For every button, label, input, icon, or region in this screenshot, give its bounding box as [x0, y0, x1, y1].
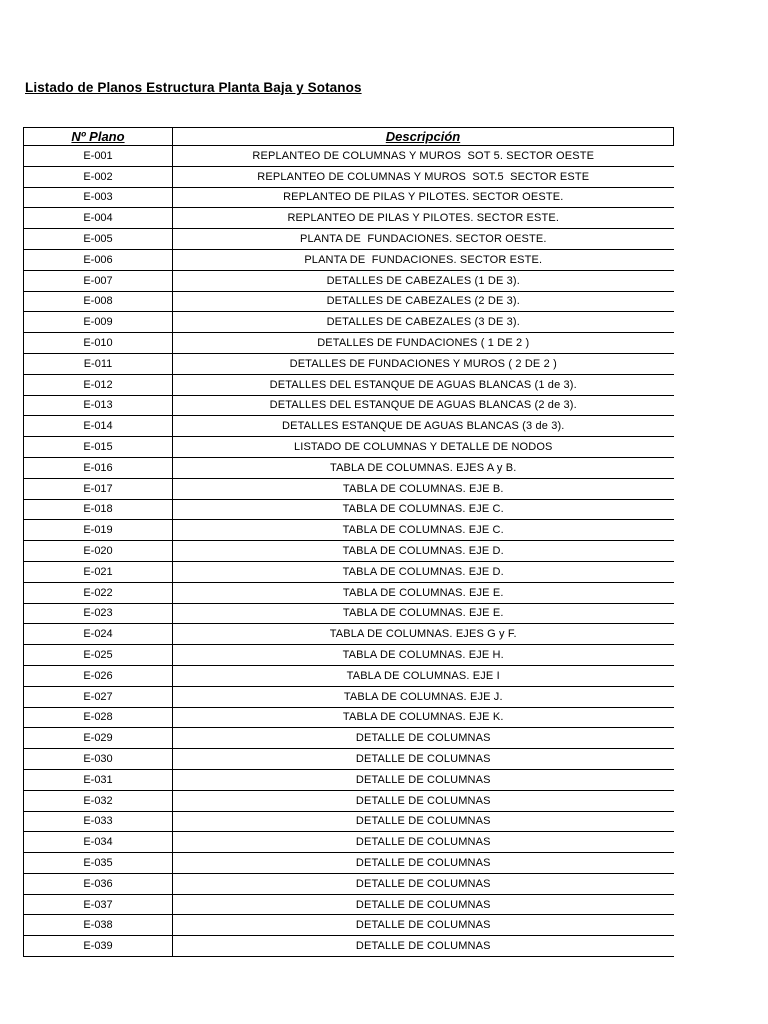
plan-description-cell: DETALLE DE COLUMNAS — [173, 915, 674, 936]
plan-description-cell: TABLA DE COLUMNAS. EJE J. — [173, 686, 674, 707]
table-row — [24, 249, 674, 270]
table-row — [24, 811, 674, 832]
plan-description-cell: DETALLES DE CABEZALES (2 DE 3). — [173, 291, 674, 312]
plan-number-cell: E-026 — [24, 665, 173, 686]
plan-number-cell: E-038 — [24, 915, 173, 936]
plan-description-cell: LISTADO DE COLUMNAS Y DETALLE DE NODOS — [173, 437, 674, 458]
plan-number-cell: E-012 — [24, 374, 173, 395]
plan-description-cell: DETALLES DEL ESTANQUE DE AGUAS BLANCAS (1 de 3). — [173, 374, 674, 395]
plan-number-cell: E-025 — [24, 645, 173, 666]
plan-description-cell: DETALLE DE COLUMNAS — [173, 811, 674, 832]
plan-number-cell: E-011 — [24, 353, 173, 374]
plan-description-cell: TABLA DE COLUMNAS. EJE B. — [173, 478, 674, 499]
plan-number-cell: E-004 — [24, 208, 173, 229]
plan-description-cell: REPLANTEO DE COLUMNAS Y MUROS SOT.5 SECTOR ESTE — [173, 166, 674, 187]
plan-description-cell: TABLA DE COLUMNAS. EJE E. — [173, 582, 674, 603]
plan-number-cell: E-030 — [24, 749, 173, 770]
plan-description-cell: PLANTA DE FUNDACIONES. SECTOR ESTE. — [173, 249, 674, 270]
plan-number-cell: E-013 — [24, 395, 173, 416]
table-row — [24, 749, 674, 770]
plan-description-cell: DETALLE DE COLUMNAS — [173, 769, 674, 790]
header-description: Descripción — [173, 128, 674, 146]
table-row — [24, 707, 674, 728]
plan-number-cell: E-018 — [24, 499, 173, 520]
table-row — [24, 291, 674, 312]
header-row — [24, 128, 674, 146]
table-row — [24, 561, 674, 582]
table-row — [24, 416, 674, 437]
table-row — [24, 229, 674, 250]
table-header — [24, 128, 674, 146]
plan-description-cell: REPLANTEO DE PILAS Y PILOTES. SECTOR ESTE. — [173, 208, 674, 229]
plan-description-cell: DETALLES DE CABEZALES (1 DE 3). — [173, 270, 674, 291]
plan-number-cell: E-017 — [24, 478, 173, 499]
table-row — [24, 769, 674, 790]
table-row — [24, 270, 674, 291]
table-row — [24, 541, 674, 562]
plan-description-cell: DETALLE DE COLUMNAS — [173, 832, 674, 853]
plan-number-cell: E-032 — [24, 790, 173, 811]
document-title: Listado de Planos Estructura Planta Baja y Sotanos — [25, 80, 362, 95]
table-row — [24, 645, 674, 666]
plan-description-cell: DETALLE DE COLUMNAS — [173, 790, 674, 811]
table-row — [24, 603, 674, 624]
table-row — [24, 457, 674, 478]
plan-number-cell: E-035 — [24, 853, 173, 874]
table-row — [24, 832, 674, 853]
plan-number-cell: E-027 — [24, 686, 173, 707]
plan-description-cell: TABLA DE COLUMNAS. EJE C. — [173, 520, 674, 541]
table-row — [24, 853, 674, 874]
plan-description-cell: REPLANTEO DE COLUMNAS Y MUROS SOT 5. SECTOR OESTE — [173, 146, 674, 167]
plan-description-cell: TABLA DE COLUMNAS. EJE K. — [173, 707, 674, 728]
plan-description-cell: TABLA DE COLUMNAS. EJE H. — [173, 645, 674, 666]
table-row — [24, 728, 674, 749]
header-plan-number: Nº Plano — [24, 128, 173, 146]
plan-description-cell: PLANTA DE FUNDACIONES. SECTOR OESTE. — [173, 229, 674, 250]
plan-description-cell: DETALLE DE COLUMNAS — [173, 894, 674, 915]
plan-number-cell: E-033 — [24, 811, 173, 832]
plan-number-cell: E-019 — [24, 520, 173, 541]
plan-number-cell: E-001 — [24, 146, 173, 167]
plan-description-cell: TABLA DE COLUMNAS. EJE E. — [173, 603, 674, 624]
table-row — [24, 478, 674, 499]
plan-number-cell: E-014 — [24, 416, 173, 437]
table-row — [24, 686, 674, 707]
table-row — [24, 665, 674, 686]
plan-description-cell: DETALLES DEL ESTANQUE DE AGUAS BLANCAS (2 de 3). — [173, 395, 674, 416]
plan-description-cell: DETALLE DE COLUMNAS — [173, 728, 674, 749]
plan-number-cell: E-031 — [24, 769, 173, 790]
table-row — [24, 624, 674, 645]
plan-description-cell: TABLA DE COLUMNAS. EJE C. — [173, 499, 674, 520]
table-row — [24, 333, 674, 354]
table-row — [24, 208, 674, 229]
table-row — [24, 353, 674, 374]
table-body — [24, 146, 674, 957]
plan-number-cell: E-015 — [24, 437, 173, 458]
table-row — [24, 790, 674, 811]
plan-number-cell: E-005 — [24, 229, 173, 250]
plan-description-cell: DETALLES DE FUNDACIONES ( 1 DE 2 ) — [173, 333, 674, 354]
plan-description-cell: DETALLES DE CABEZALES (3 DE 3). — [173, 312, 674, 333]
table-row — [24, 936, 674, 957]
plan-number-cell: E-023 — [24, 603, 173, 624]
plan-number-cell: E-002 — [24, 166, 173, 187]
plan-description-cell: TABLA DE COLUMNAS. EJE D. — [173, 541, 674, 562]
table-row — [24, 499, 674, 520]
table-row — [24, 582, 674, 603]
plan-description-cell: DETALLE DE COLUMNAS — [173, 749, 674, 770]
table-row — [24, 915, 674, 936]
table-row — [24, 894, 674, 915]
table-row — [24, 437, 674, 458]
plan-number-cell: E-034 — [24, 832, 173, 853]
table-row — [24, 374, 674, 395]
plan-number-cell: E-008 — [24, 291, 173, 312]
plan-number-cell: E-028 — [24, 707, 173, 728]
plan-list-table — [23, 127, 674, 957]
plan-description-cell: TABLA DE COLUMNAS. EJES A y B. — [173, 457, 674, 478]
plan-number-cell: E-036 — [24, 873, 173, 894]
plan-description-cell: TABLA DE COLUMNAS. EJES G y F. — [173, 624, 674, 645]
table-row — [24, 312, 674, 333]
table-row — [24, 873, 674, 894]
plan-description-cell: DETALLES ESTANQUE DE AGUAS BLANCAS (3 de 3). — [173, 416, 674, 437]
plan-number-cell: E-016 — [24, 457, 173, 478]
table-row — [24, 395, 674, 416]
table-row — [24, 166, 674, 187]
plan-number-cell: E-037 — [24, 894, 173, 915]
plan-description-cell: DETALLES DE FUNDACIONES Y MUROS ( 2 DE 2 ) — [173, 353, 674, 374]
plan-number-cell: E-039 — [24, 936, 173, 957]
plan-description-cell: DETALLE DE COLUMNAS — [173, 873, 674, 894]
table-row — [24, 187, 674, 208]
plan-number-cell: E-029 — [24, 728, 173, 749]
plan-number-cell: E-020 — [24, 541, 173, 562]
plan-description-cell: DETALLE DE COLUMNAS — [173, 936, 674, 957]
plan-number-cell: E-024 — [24, 624, 173, 645]
plan-number-cell: E-006 — [24, 249, 173, 270]
plan-description-cell: TABLA DE COLUMNAS. EJE I — [173, 665, 674, 686]
table-row — [24, 146, 674, 167]
plan-description-cell: TABLA DE COLUMNAS. EJE D. — [173, 561, 674, 582]
plan-number-cell: E-003 — [24, 187, 173, 208]
plan-number-cell: E-007 — [24, 270, 173, 291]
plan-description-cell: DETALLE DE COLUMNAS — [173, 853, 674, 874]
plan-number-cell: E-022 — [24, 582, 173, 603]
plan-number-cell: E-021 — [24, 561, 173, 582]
table-row — [24, 520, 674, 541]
plan-number-cell: E-009 — [24, 312, 173, 333]
plan-description-cell: REPLANTEO DE PILAS Y PILOTES. SECTOR OESTE. — [173, 187, 674, 208]
plan-number-cell: E-010 — [24, 333, 173, 354]
